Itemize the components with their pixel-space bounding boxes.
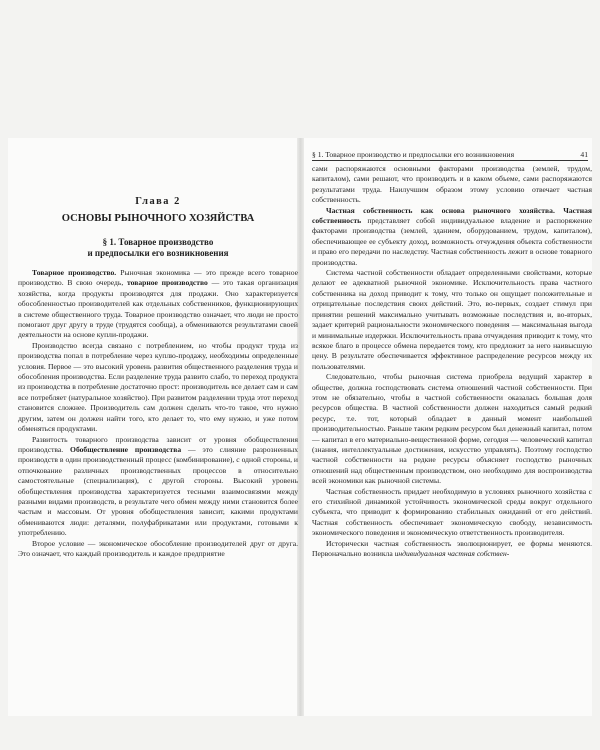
paragraph-text: представляет собой индивидуальное владение и распоряжение факторами производства (землей, зданием, оборудованием, трудом, капиталом), обеспечивающее ее субъекту доход, возможность отчуждения объекта собственности и право его передачи по наследству. Частная собственность лежит в основе товарного производства. — [312, 216, 592, 267]
paragraph: Следовательно, чтобы рыночная система приобрела ведущий характер в обществе, должна господствовать система отношений частной собственности. При этом не обязательно, чтобы в частной собственности оказалась большая доля ресурсов общества. В частной собственности должен находиться самый редкий ресурс, т.е. тот, который обладает в данный момент наибольшей производительностью. Раньше таким редким ресурсом был денежный капитал, потом — капитал в его материально-вещественной форме, сегодня — человеческий капитал (знания, интеллектуальные достижения, искусство управлять). Поэтому господство частной собственности на редкие ресурсы объясняет господство рыночных отношений над общественным производством, оно необходимо для воспроизводства всей экономики как рыночной системы. — [312, 372, 592, 486]
chapter-label: Глава 2 — [135, 196, 181, 207]
paragraph — [18, 268, 298, 341]
paragraph: Производство всегда связано с потреблением, но чтобы продукт труда из производства попал в потребление через куплю-продажу, необходимы определенные условия. Первое — это высокий уровень развития общественного разделения труда и обособления производства. Если разделение труда развито слабо, то переход продукта из производства в потребление достаточно прост: производитель все делает сам и сам все потребляет (натуральное хозяйство). При развитом разделении труда этот переход становится сложнее. Производитель сам должен сделать что-то такое, что нужно другим, затем он должен найти того, кто делает то, что ему нужно, и уже потом обменяться продуктами. — [18, 340, 298, 434]
paragraph-text: Рыночная экономика — это прежде всего товарное производство. В свою очередь, — [18, 268, 298, 288]
paragraph-lead: Частная собственность как основа рыночного хозяйства. Частная собственность — [312, 205, 592, 226]
left-page-body — [18, 224, 298, 559]
book-gutter — [297, 138, 304, 716]
paragraph-text: — это слияние разрозненных производств в один производственный процесс (комбинирование), с одной стороны, и отпочкование различных производственных процессов в относительно самостоятельные (специализация), с другой стороны. Высокий уровень обобществления производства характеризуется тесными взаимосвязями между разными видами производств, в результате чего обмен между ними становится более частым и массовым. От уровня обобществления зависит, какими продуктами обмениваются люди: деталями, полуфабрикатами или продуктами, готовыми к употреблению. — [18, 444, 298, 538]
paragraph: Частная собственность придает необходимую в условиях рыночного хозяйства с его стихийной динамикой устойчивость экономической среды вокруг отдельного субъекта, что приводит к формированию стабильных ожиданий от его действий. Частная собственность обеспечивает экономическую свободу, независимость экономического поведения и экономическую ответственность производителя. — [312, 486, 592, 538]
paragraph — [18, 435, 298, 539]
paragraph: Система частной собственности обладает определенными свойствами, которые делают ее адекватной рыночной экономике. Исключительность права частного собственника на доход приводит к тому, что только он ощущает положительные и отрицательные последствия своих действий. Это, во-первых, создает стимул при принятии решений максимально учитывать возможные последствия и, во-вторых, задает критерий рациональности экономического поведения — максимальная выгода и минимальные издержки. Исключительность права отчуждения приводит к тому, что всякое благо в процессе обмена передается тому, кто предложит за него наивысшую цену. В результате обеспечивается эффективное распределение ресурсов между их пользователями. — [312, 268, 592, 371]
section-title-line1: § 1. Товарное производство — [102, 237, 214, 247]
term: индивидуальная частная собствен- — [394, 549, 510, 559]
running-header — [312, 150, 588, 161]
paragraph: Второе условие — экономическое обособление производителей друг от друга. Это означает, что каждый производитель и каждое предприятие — [18, 538, 298, 558]
paragraph — [312, 206, 592, 268]
term: Обобществление производства — [70, 444, 182, 454]
term: товарное производство — [127, 278, 208, 288]
paragraph — [312, 539, 592, 560]
paragraph-text: — это такая организация хозяйства, когда продукты производятся для продажи. Оно характеризуется обособленностью производителей как отдельных собственников, функционирующих в системе общественного труда. Товарное производство означает, что люди не просто помогают друг другу в труде (трудятся сообща), а обмениваются результатами своей деятельности на основе купли-продажи. — [18, 278, 298, 340]
page-number: 41 — [580, 150, 588, 159]
right-page-body — [312, 164, 592, 559]
paragraph: сами распоряжаются основными факторами производства (землей, трудом, капиталом), сами решают, что производить и в каком объеме, сами распоряжаются результатами труда. Наилучшим образом этому условию отвечает частная собственность. — [312, 164, 592, 205]
running-title: § 1. Товарное производство и предпосылки его возникновения — [312, 150, 515, 159]
paragraph-text: Исторически частная собственность эволюционирует, ее формы меняются. Первоначально возникла — [312, 538, 592, 559]
chapter-title: ОСНОВЫ РЫНОЧНОГО ХОЗЯЙСТВА — [61, 213, 255, 224]
section-title-line2: и предпосылки его возникновения — [87, 248, 229, 258]
paragraph-lead: Товарное производство. — [32, 268, 117, 277]
paragraph-text: Развитость товарного производства зависит от уровня обобществления производства. — [18, 434, 298, 454]
